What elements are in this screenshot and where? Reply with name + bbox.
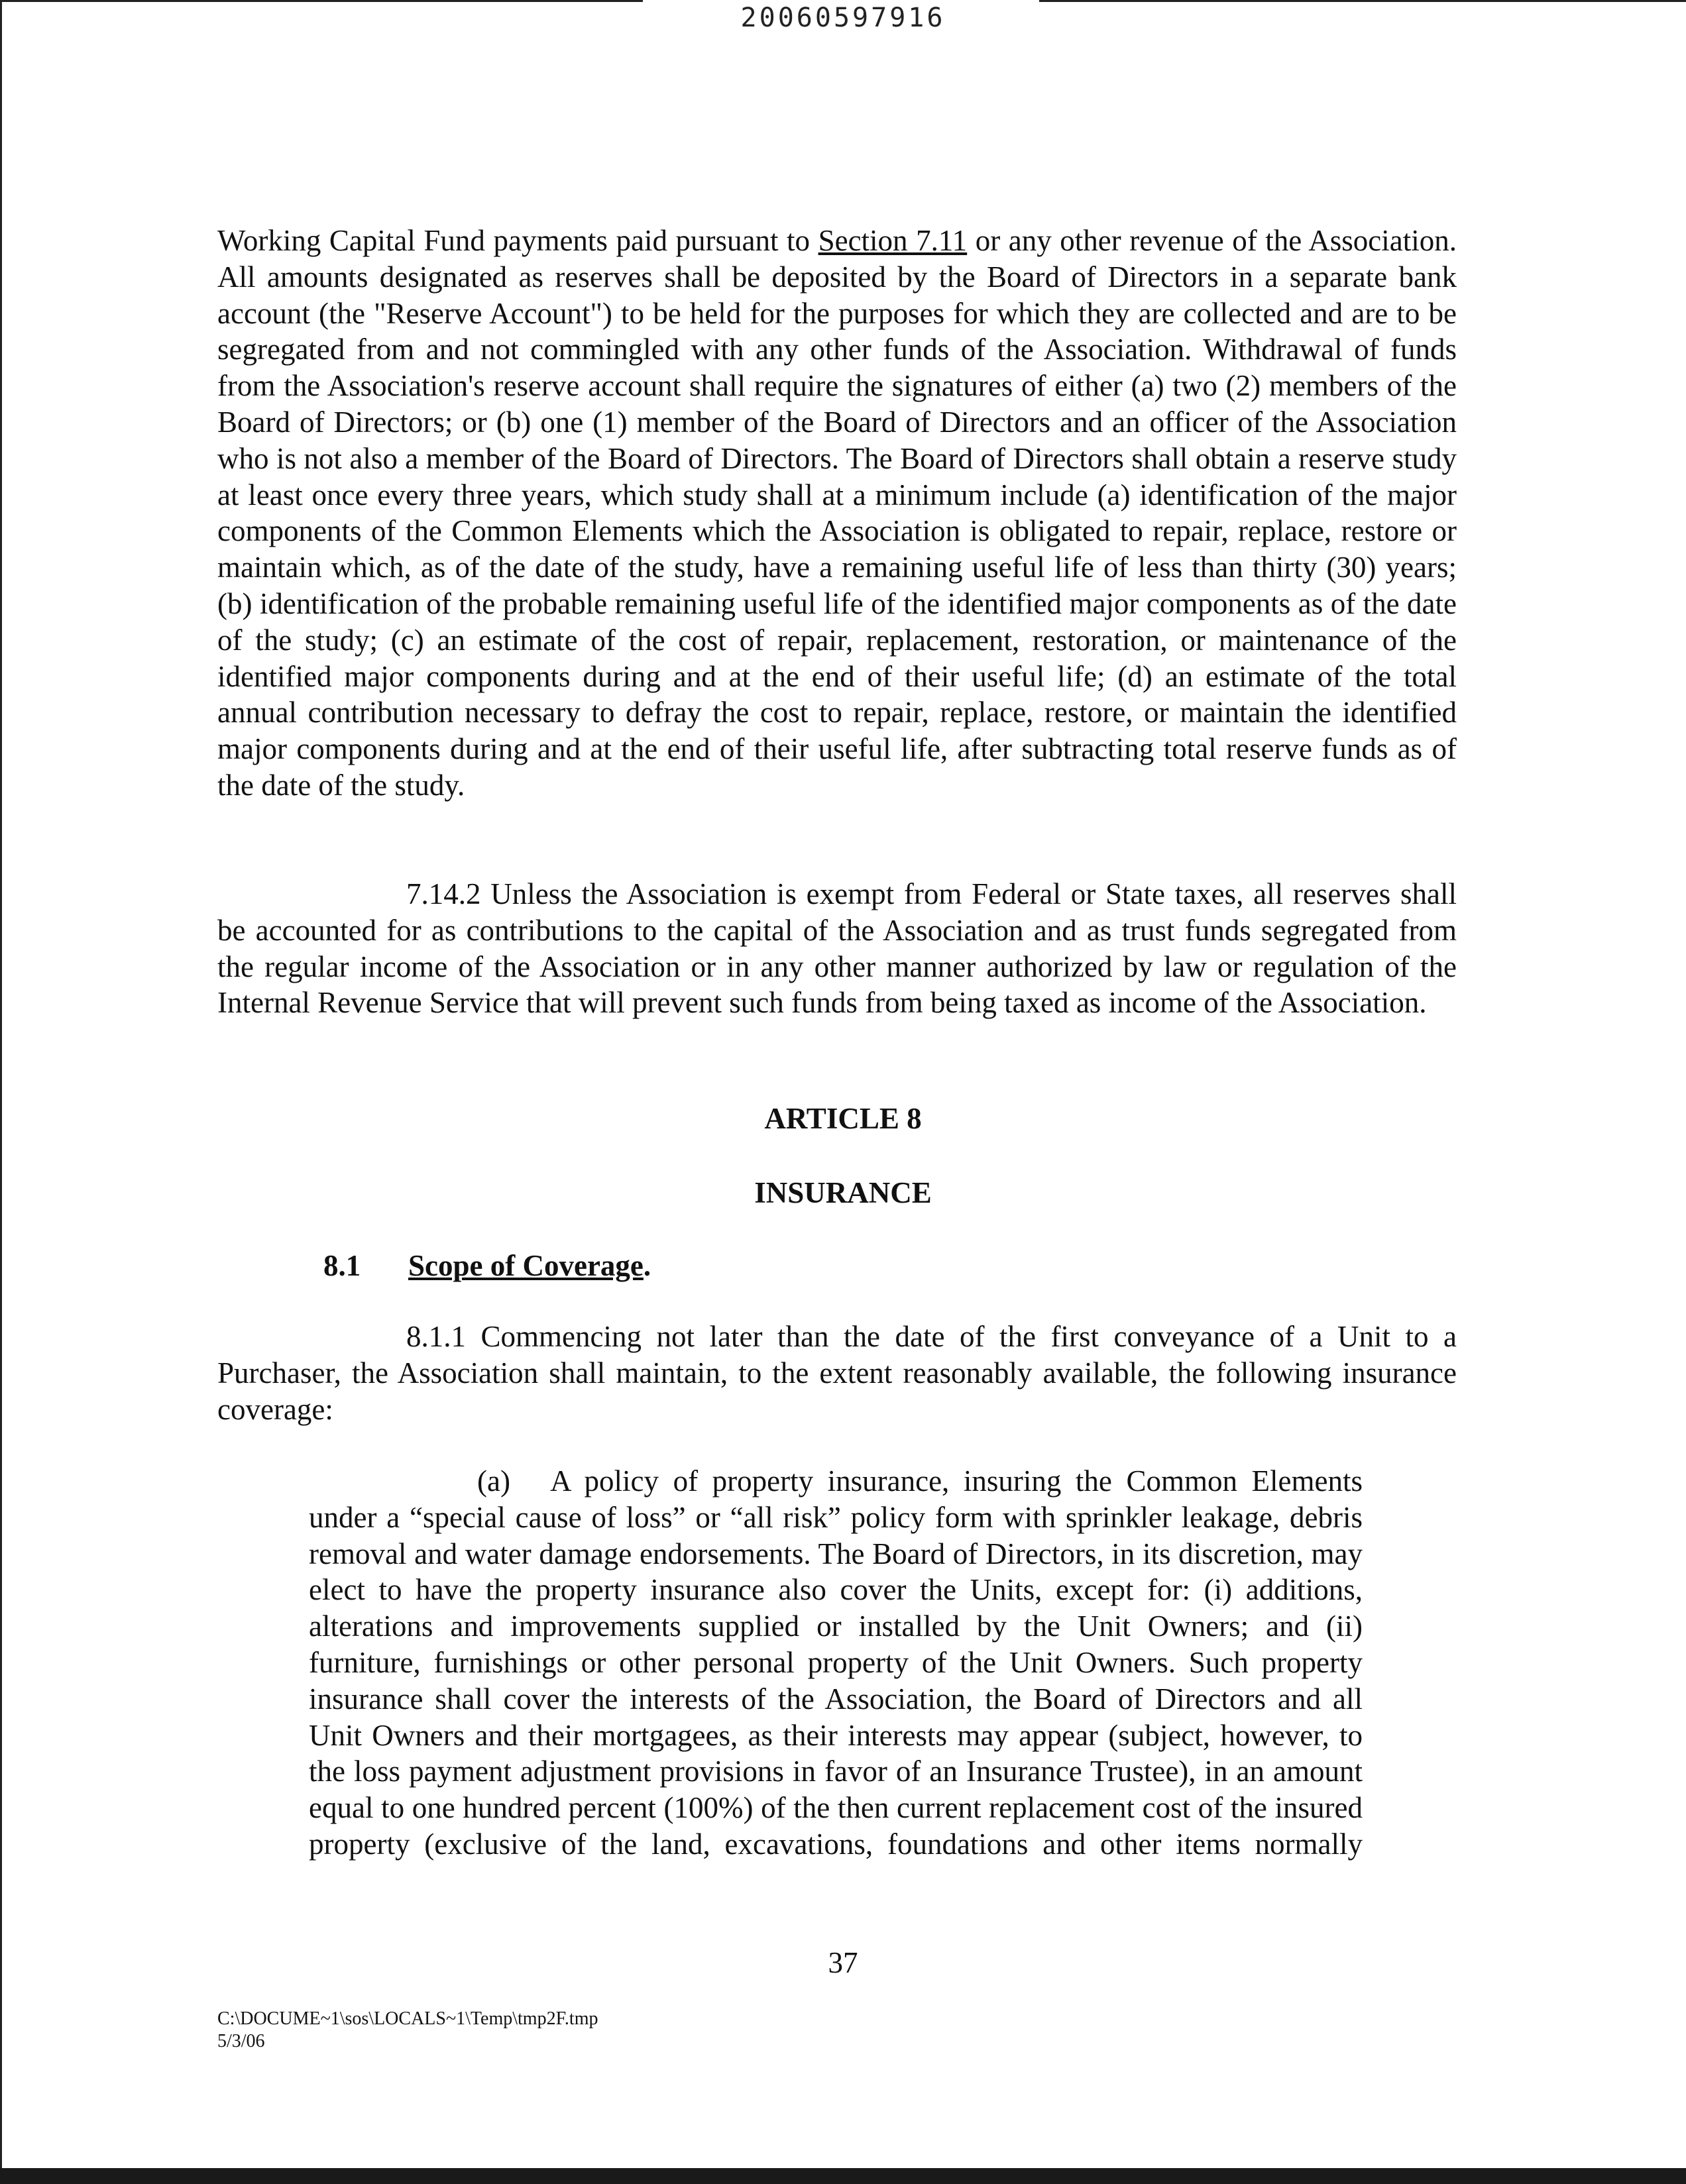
item-a-text: A policy of property insurance, insuring the Common Elements under a “special cause of loss” or “all risk” policy form with sprinkler leakage, debris removal and water damage endorsements. The Board of Directors, in its discretion, may elect to have the property insurance also cover the Units, except for: (i) additions, alterations and improvements supplied or installed by the Unit Owners; and (ii) furniture, furnishings or other personal property of the Unit Owners. Such property insurance shall cover the interests of the Association, the Board of Directors and all Unit Owners and their mortgagees, as their interests may appear (subject, however, to the loss payment adjustment provisions in favor of an Insurance Trustee), in an amount equal to one hundred percent (100%) of the then current replacement cost of the insured property (exclusive of the land, excavations, foundations and other items normally bbox=[309, 1464, 1363, 1861]
footer bbox=[217, 2008, 598, 2053]
item-label-a: (a) bbox=[477, 1464, 510, 1498]
frame-left-border bbox=[0, 0, 2, 2184]
paragraph-7-14-2: 7.14.2 Unless the Association is exempt from Federal or State taxes, all reserves shall be accounted for as contributions to the capital of the Association and as trust funds segregated from the regular income of the Association or in any other manner authorized by law or regulation of the Internal Revenue Service that will prevent such funds from being taxed as income of the Association. bbox=[217, 877, 1457, 1020]
paragraph-reserve-account-body: or any other revenue of the Association. All amounts designated as reserves shall be deposited by the Board of Directors in a separate bank account (the "Reserve Account") to be held for the purposes for which they are collected and are to be segregated from and not commingled with any other funds of the Association. Withdrawal of funds from the Association's reserve account shall require the signatures of either (a) two (2) members of the Board of Directors; or (b) one (1) member of the Board of Directors and an officer of the Association who is not also a member of the Board of Directors. The Board of Directors shall obtain a reserve study at least once every three years, which study shall at a minimum include (a) identification of the major components of the Common Elements which the Association is obligated to repair, replace, restore or maintain which, as of the date of the study, have a remaining useful life of less than thirty (30) years; (b) identification of the probable remaining useful life of the identified major components as of the date of the study; (c) an estimate of the cost of repair, replacement, restoration, or maintenance of the identified major components during and at the end of their useful life; (d) an estimate of the total annual contribution necessary to defray the cost to repair, replace, restore, or maintain the identified major components during and at the end of their useful life, after subtracting total reserve funds as of the date of the study. bbox=[217, 224, 1457, 802]
footer-file-path: C:\DOCUME~1\sos\LOCALS~1\Temp\tmp2F.tmp bbox=[217, 2008, 598, 2029]
section-8-1-heading bbox=[323, 1248, 651, 1283]
paragraph-reserve-account bbox=[217, 223, 1457, 804]
frame-top-left-border bbox=[0, 0, 643, 2]
section-7-11-reference: Section 7.11 bbox=[818, 224, 968, 257]
section-title-period: . bbox=[643, 1249, 651, 1282]
paragraph-8-1-1: 8.1.1 Commencing not later than the date of the first conveyance of a Unit to a Purchaser, the Association shall maintain, to the extent reasonably available, the following insurance coverage: bbox=[217, 1320, 1457, 1426]
frame-bottom-bar bbox=[0, 2168, 1686, 2184]
paragraph-reserve-account-lead: Working Capital Fund payments paid pursuant to bbox=[217, 224, 818, 257]
document-number: 20060597916 bbox=[740, 3, 946, 33]
footer-date: 5/3/06 bbox=[217, 2031, 265, 2051]
frame-top-right-border bbox=[1039, 0, 1686, 2]
paragraph-8-1-1-a bbox=[309, 1463, 1363, 1863]
section-number: 8.1 bbox=[323, 1249, 361, 1282]
article-title: INSURANCE bbox=[754, 1176, 932, 1209]
section-title: Scope of Coverage bbox=[408, 1249, 644, 1282]
article-heading: ARTICLE 8 bbox=[764, 1102, 922, 1135]
page-number: 37 bbox=[828, 1946, 858, 1979]
